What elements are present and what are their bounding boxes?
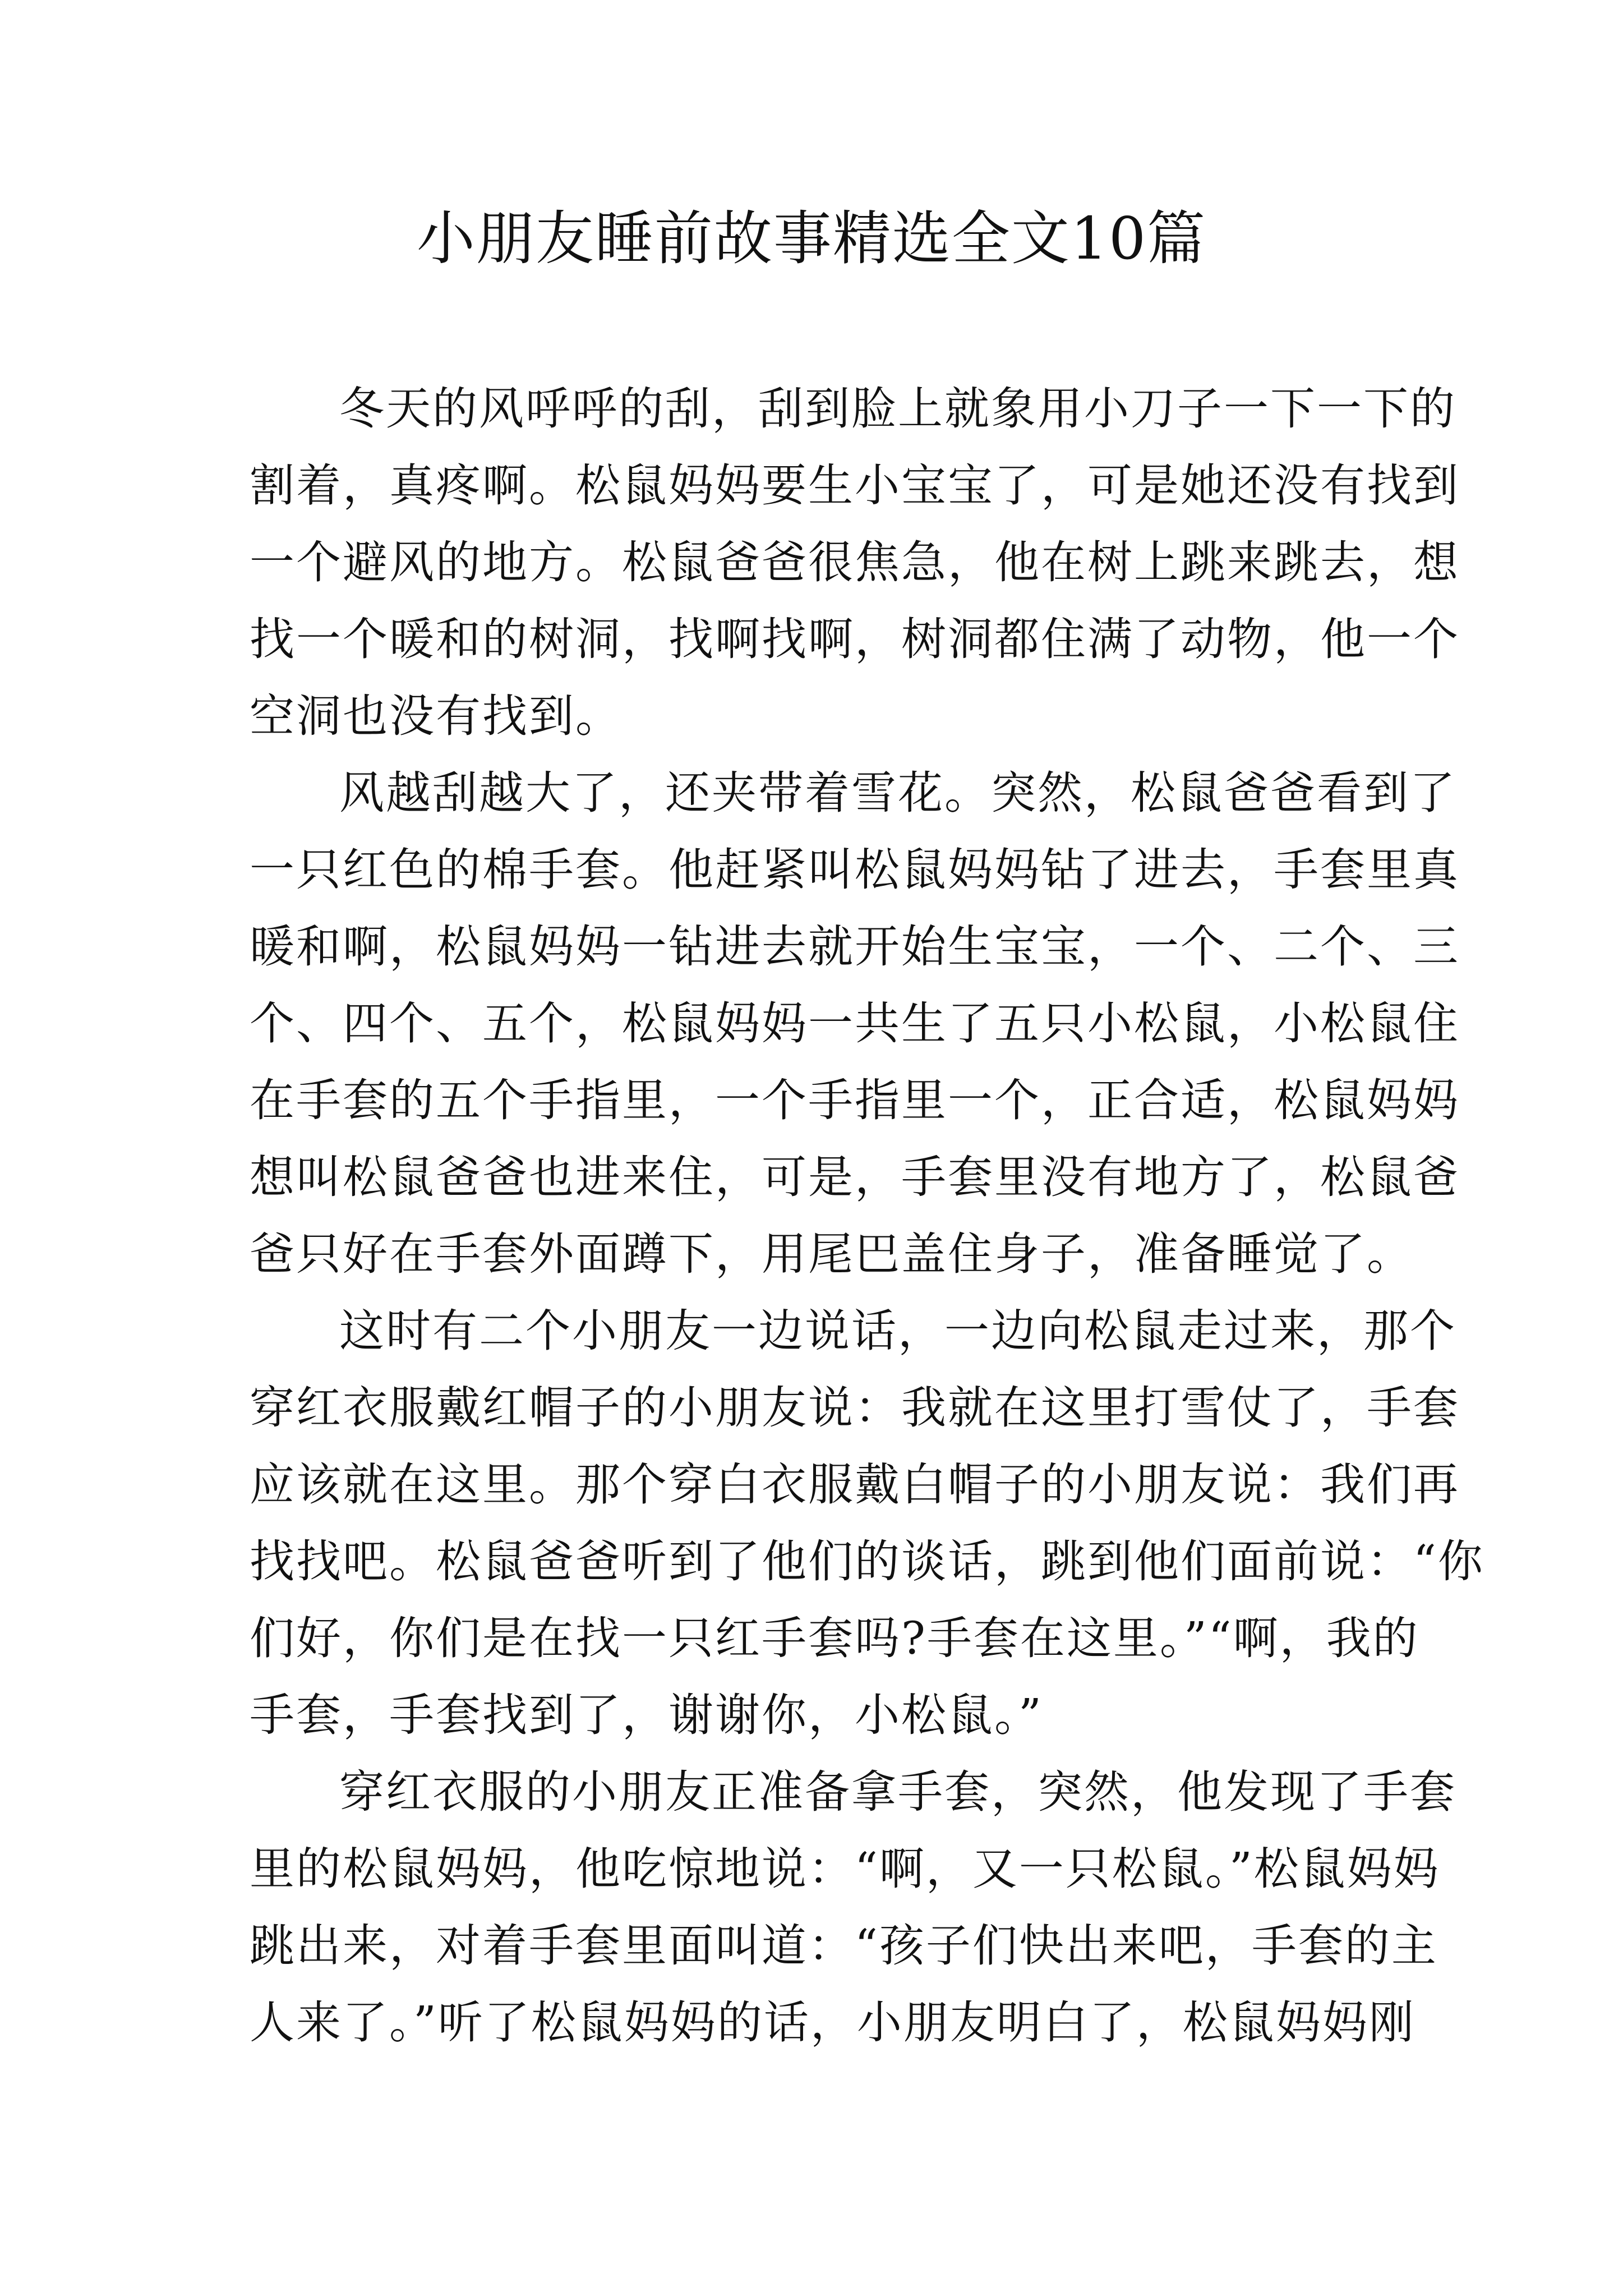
text-line: 一只红色的棉手套。他赶紧叫松鼠妈妈钻了进去，手套里真 — [250, 844, 1460, 896]
paragraph-1 — [250, 370, 1460, 754]
text-line: 暖和啊，松鼠妈妈一钻进去就开始生宝宝，一个、二个、三 — [250, 921, 1460, 973]
text-line: 爸只好在手套外面蹲下，用尾巴盖住身子，准备睡觉了。 — [250, 1228, 1413, 1280]
text-line: 割着，真疼啊。松鼠妈妈要生小宝宝了，可是她还没有找到 — [250, 459, 1460, 512]
paragraph-4 — [250, 1754, 1456, 2061]
text-line: 穿红衣服戴红帽子的小朋友说：我就在这里打雪仗了，手套 — [250, 1382, 1460, 1434]
document-title: 小朋友睡前故事精选全文10篇 — [416, 204, 1207, 273]
text-line: 这时有二个小朋友一边说话，一边向松鼠走过来，那个 — [339, 1305, 1456, 1357]
text-line: 在手套的五个手指里，一个手指里一个，正合适，松鼠妈妈 — [250, 1074, 1460, 1126]
text-line: 冬天的风呼呼的刮，刮到脸上就象用小刀子一下一下的 — [339, 383, 1456, 435]
paragraph-3 — [250, 1292, 1484, 1754]
text-line: 跳出来，对着手套里面叫道：“孩子们快出来吧，手套的主 — [250, 1920, 1438, 1972]
text-line: 们好，你们是在找一只红手套吗?手套在这里。”“啊，我的 — [250, 1612, 1419, 1664]
text-line: 找一个暖和的树洞，找啊找啊，树洞都住满了动物，他一个 — [250, 613, 1460, 665]
text-line: 风越刮越大了，还夹带着雪花。突然，松鼠爸爸看到了 — [339, 767, 1456, 819]
text-line: 找找吧。松鼠爸爸听到了他们的谈话，跳到他们面前说：“你 — [250, 1535, 1484, 1588]
text-line: 一个避风的地方。松鼠爸爸很焦急，他在树上跳来跳去，想 — [250, 536, 1460, 588]
text-line: 穿红衣服的小朋友正准备拿手套，突然，他发现了手套 — [339, 1766, 1456, 1818]
text-line: 个、四个、五个，松鼠妈妈一共生了五只小松鼠，小松鼠住 — [250, 997, 1460, 1050]
text-line: 应该就在这里。那个穿白衣服戴白帽子的小朋友说：我们再 — [250, 1458, 1460, 1511]
text-line: 想叫松鼠爸爸也进来住，可是，手套里没有地方了，松鼠爸 — [250, 1151, 1460, 1203]
paragraph-2 — [250, 754, 1460, 1292]
text-line: 手套，手套找到了，谢谢你，小松鼠。” — [250, 1689, 1043, 1741]
text-line: 人来了。”听了松鼠妈妈的话，小朋友明白了，松鼠妈妈刚 — [250, 1996, 1415, 2049]
text-line: 空洞也没有找到。 — [250, 690, 622, 742]
document-body — [250, 370, 1484, 2061]
text-line: 里的松鼠妈妈，他吃惊地说：“啊，又一只松鼠。”松鼠妈妈 — [250, 1843, 1440, 1895]
